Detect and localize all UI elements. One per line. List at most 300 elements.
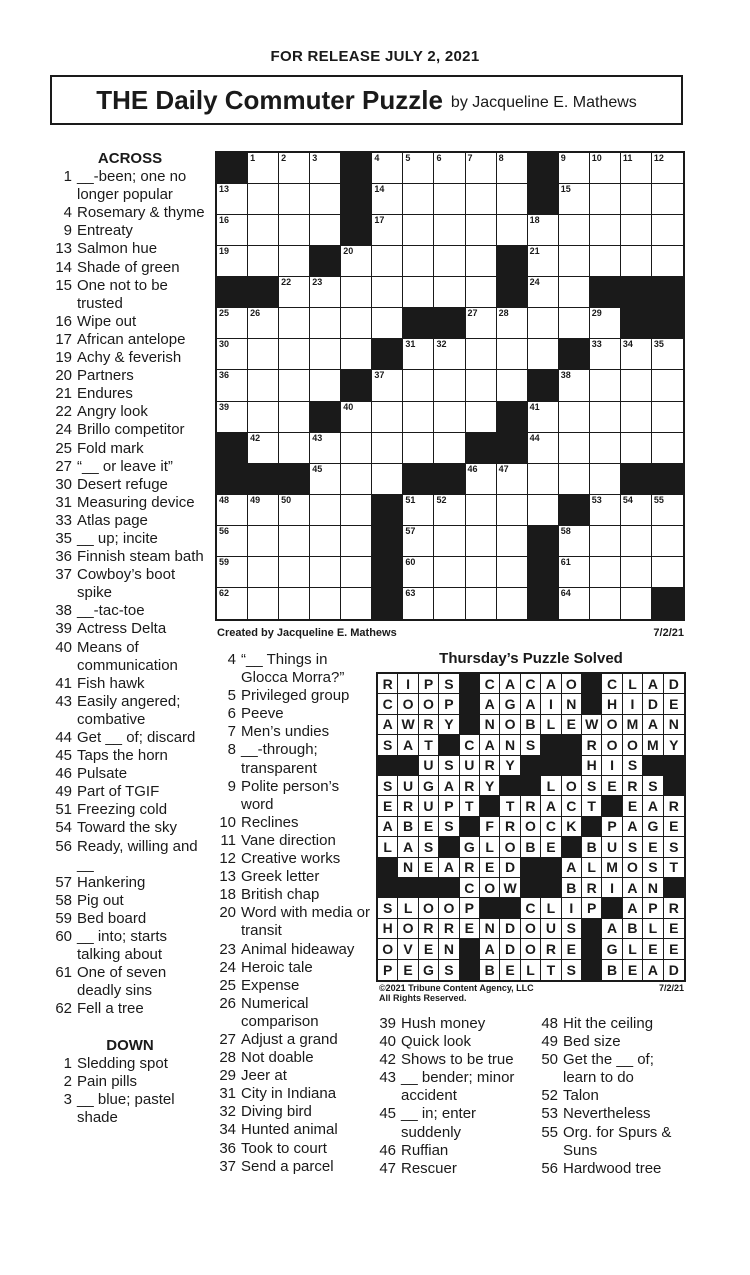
grid-black-square bbox=[341, 153, 372, 184]
grid-cell[interactable] bbox=[279, 370, 310, 401]
solution-letter: O bbox=[602, 715, 622, 735]
clue-number: 56 bbox=[55, 837, 72, 855]
grid-cell[interactable] bbox=[652, 215, 683, 246]
solution-letter: T bbox=[460, 796, 480, 816]
solution-letter: A bbox=[398, 735, 418, 755]
grid-cell[interactable] bbox=[341, 433, 372, 464]
grid-cell[interactable] bbox=[621, 588, 652, 619]
grid-cell[interactable] bbox=[434, 495, 465, 526]
copyright bbox=[379, 983, 534, 1003]
grid-cell[interactable] bbox=[590, 370, 621, 401]
clue-number: 43 bbox=[379, 1069, 396, 1087]
grid-cell[interactable] bbox=[341, 526, 372, 557]
clue-number: 14 bbox=[55, 258, 72, 276]
grid-cell[interactable] bbox=[590, 588, 621, 619]
grid-black-square bbox=[497, 277, 528, 308]
cell-number: 31 bbox=[405, 339, 416, 350]
solution-letter: C bbox=[541, 817, 561, 837]
grid-cell[interactable] bbox=[528, 277, 559, 308]
grid-cell[interactable] bbox=[652, 526, 683, 557]
grid-cell[interactable] bbox=[559, 402, 590, 433]
grid-cell[interactable] bbox=[403, 215, 434, 246]
clue-across-16 bbox=[50, 313, 210, 331]
solution-letter: O bbox=[623, 858, 643, 878]
grid-cell[interactable] bbox=[497, 464, 528, 495]
cell-number: 36 bbox=[219, 370, 230, 381]
grid-cell[interactable] bbox=[652, 402, 683, 433]
clue-number: 9 bbox=[63, 222, 72, 240]
solution-letter: L bbox=[623, 674, 643, 694]
grid-cell[interactable] bbox=[279, 277, 310, 308]
clue-across-49 bbox=[50, 783, 210, 801]
grid-cell[interactable] bbox=[434, 433, 465, 464]
grid-cell[interactable] bbox=[310, 433, 341, 464]
clue-number: 48 bbox=[541, 1015, 558, 1032]
grid-cell[interactable] bbox=[621, 339, 652, 370]
grid-cell[interactable] bbox=[248, 153, 279, 184]
grid-cell[interactable] bbox=[310, 370, 341, 401]
grid-cell[interactable] bbox=[466, 277, 497, 308]
clue-number: 32 bbox=[219, 1103, 236, 1121]
grid-cell[interactable] bbox=[217, 588, 248, 619]
grid-cell[interactable] bbox=[341, 339, 372, 370]
clue-down-56 bbox=[536, 1160, 686, 1178]
grid-black-square bbox=[466, 433, 497, 464]
grid-cell[interactable] bbox=[497, 370, 528, 401]
grid-cell[interactable] bbox=[434, 557, 465, 588]
grid-cell[interactable] bbox=[497, 308, 528, 339]
grid-cell[interactable] bbox=[434, 588, 465, 619]
grid-cell[interactable] bbox=[590, 464, 621, 495]
clue-across-9 bbox=[50, 222, 210, 240]
grid-cell[interactable] bbox=[310, 215, 341, 246]
grid-cell[interactable] bbox=[372, 433, 403, 464]
grid-cell[interactable] bbox=[403, 370, 434, 401]
grid-cell[interactable] bbox=[559, 557, 590, 588]
grid-cell[interactable] bbox=[621, 526, 652, 557]
clue-number: 62 bbox=[55, 1000, 72, 1018]
solution-letter: C bbox=[602, 674, 622, 694]
grid-cell[interactable] bbox=[310, 308, 341, 339]
grid-cell[interactable] bbox=[248, 246, 279, 277]
cell-number: 4 bbox=[374, 153, 380, 163]
solution-letter: S bbox=[562, 919, 582, 939]
solution-letter: O bbox=[623, 735, 643, 755]
grid-cell[interactable] bbox=[279, 433, 310, 464]
grid-cell[interactable] bbox=[217, 215, 248, 246]
grid-cell[interactable] bbox=[310, 153, 341, 184]
solution-letter: L bbox=[541, 715, 561, 735]
clue-down-39 bbox=[374, 1015, 534, 1033]
grid-cell[interactable] bbox=[621, 153, 652, 184]
grid-cell[interactable] bbox=[217, 246, 248, 277]
grid-cell[interactable] bbox=[652, 153, 683, 184]
grid-cell[interactable] bbox=[279, 557, 310, 588]
grid-cell[interactable] bbox=[621, 557, 652, 588]
grid-cell[interactable] bbox=[466, 464, 497, 495]
grid-cell[interactable] bbox=[559, 277, 590, 308]
cell-number: 54 bbox=[622, 494, 633, 505]
grid-cell[interactable] bbox=[497, 184, 528, 215]
cell-number: 20 bbox=[343, 246, 354, 257]
grid-cell[interactable] bbox=[248, 588, 279, 619]
clue-text: Hush money bbox=[401, 1015, 486, 1032]
grid-cell[interactable] bbox=[372, 308, 403, 339]
grid-cell[interactable] bbox=[341, 495, 372, 526]
clue-down-48 bbox=[536, 1015, 686, 1033]
grid-cell[interactable] bbox=[217, 184, 248, 215]
grid-cell[interactable] bbox=[559, 464, 590, 495]
clue-across-38 bbox=[50, 602, 210, 620]
grid-cell[interactable] bbox=[248, 526, 279, 557]
grid-black-square bbox=[559, 495, 590, 526]
grid-cell[interactable] bbox=[248, 339, 279, 370]
clue-number: 27 bbox=[219, 1030, 236, 1048]
grid-cell[interactable] bbox=[310, 526, 341, 557]
grid-cell[interactable] bbox=[466, 246, 497, 277]
grid-cell[interactable] bbox=[279, 402, 310, 433]
grid-cell[interactable] bbox=[279, 526, 310, 557]
grid-cell[interactable] bbox=[528, 464, 559, 495]
grid-cell[interactable] bbox=[497, 526, 528, 557]
grid-cell[interactable] bbox=[497, 557, 528, 588]
grid-cell[interactable] bbox=[403, 339, 434, 370]
clues-column-3 bbox=[374, 1015, 534, 1178]
grid-cell[interactable] bbox=[403, 526, 434, 557]
grid-cell[interactable] bbox=[497, 339, 528, 370]
grid-cell[interactable] bbox=[279, 588, 310, 619]
solution-letter: N bbox=[439, 939, 459, 959]
grid-cell[interactable] bbox=[279, 153, 310, 184]
grid-cell[interactable] bbox=[403, 495, 434, 526]
clue-down-1 bbox=[50, 1055, 210, 1073]
crossword-grid[interactable] bbox=[215, 151, 685, 621]
grid-cell[interactable] bbox=[279, 215, 310, 246]
grid-black-square bbox=[372, 588, 403, 619]
grid-cell[interactable] bbox=[559, 184, 590, 215]
grid-cell[interactable] bbox=[372, 153, 403, 184]
grid-cell[interactable] bbox=[372, 277, 403, 308]
grid-cell[interactable] bbox=[403, 277, 434, 308]
grid-cell[interactable] bbox=[466, 215, 497, 246]
grid-black-square bbox=[372, 557, 403, 588]
grid-cell[interactable] bbox=[403, 402, 434, 433]
grid-cell[interactable] bbox=[559, 215, 590, 246]
grid-cell[interactable] bbox=[466, 495, 497, 526]
grid-cell[interactable] bbox=[590, 184, 621, 215]
grid-cell[interactable] bbox=[310, 557, 341, 588]
clue-number: 41 bbox=[55, 674, 72, 692]
solution-letter: A bbox=[623, 898, 643, 918]
solved-puzzle-grid bbox=[376, 672, 686, 982]
grid-cell[interactable] bbox=[652, 433, 683, 464]
clue-down-47 bbox=[374, 1160, 534, 1178]
clue-text: Entreaty bbox=[77, 222, 133, 240]
grid-cell[interactable] bbox=[621, 495, 652, 526]
solution-letter: D bbox=[664, 960, 684, 980]
clue-down-46 bbox=[374, 1142, 534, 1160]
grid-cell[interactable] bbox=[372, 215, 403, 246]
clue-number: 51 bbox=[55, 801, 72, 819]
grid-cell[interactable] bbox=[248, 370, 279, 401]
grid-cell[interactable] bbox=[559, 433, 590, 464]
clue-across-27 bbox=[50, 458, 210, 476]
clue-text: Part of TGIF bbox=[77, 783, 160, 801]
grid-cell[interactable] bbox=[590, 246, 621, 277]
clue-text: Peeve bbox=[241, 705, 284, 723]
grid-cell[interactable] bbox=[590, 153, 621, 184]
solution-letter: E bbox=[623, 796, 643, 816]
solution-letter: N bbox=[664, 715, 684, 735]
grid-cell[interactable] bbox=[466, 526, 497, 557]
grid-cell[interactable] bbox=[341, 464, 372, 495]
grid-cell[interactable] bbox=[652, 495, 683, 526]
grid-cell[interactable] bbox=[621, 215, 652, 246]
grid-black-square bbox=[341, 184, 372, 215]
clue-text: Salmon hue bbox=[77, 240, 158, 258]
clue-text: __ bender; minor accident bbox=[401, 1069, 515, 1105]
grid-cell[interactable] bbox=[528, 402, 559, 433]
solution-letter: R bbox=[398, 796, 418, 816]
grid-cell[interactable] bbox=[528, 433, 559, 464]
clue-down-26 bbox=[214, 995, 374, 1031]
grid-cell[interactable] bbox=[559, 308, 590, 339]
grid-cell[interactable] bbox=[528, 495, 559, 526]
rights-line: All Rights Reserved. bbox=[379, 993, 467, 1003]
grid-cell[interactable] bbox=[559, 153, 590, 184]
grid-cell[interactable] bbox=[279, 246, 310, 277]
clue-text: Angry look bbox=[77, 403, 148, 421]
clue-number: 11 bbox=[220, 831, 236, 849]
grid-cell[interactable] bbox=[310, 588, 341, 619]
grid-cell[interactable] bbox=[434, 153, 465, 184]
grid-cell[interactable] bbox=[372, 402, 403, 433]
grid-cell[interactable] bbox=[590, 308, 621, 339]
grid-cell[interactable] bbox=[590, 557, 621, 588]
grid-cell[interactable] bbox=[621, 402, 652, 433]
grid-cell[interactable] bbox=[590, 495, 621, 526]
grid-cell[interactable] bbox=[279, 339, 310, 370]
grid-cell[interactable] bbox=[434, 215, 465, 246]
grid-cell[interactable] bbox=[559, 526, 590, 557]
grid-cell[interactable] bbox=[559, 588, 590, 619]
grid-cell[interactable] bbox=[279, 184, 310, 215]
grid-cell[interactable] bbox=[590, 339, 621, 370]
grid-cell[interactable] bbox=[341, 402, 372, 433]
clue-text: Shade of green bbox=[77, 258, 180, 276]
clue-number: 56 bbox=[541, 1159, 558, 1177]
solution-letter: O bbox=[562, 674, 582, 694]
solution-black-square bbox=[439, 837, 459, 857]
solution-letter: I bbox=[602, 878, 622, 898]
grid-cell[interactable] bbox=[466, 153, 497, 184]
grid-cell[interactable] bbox=[652, 370, 683, 401]
grid-cell[interactable] bbox=[403, 588, 434, 619]
cell-number: 23 bbox=[312, 277, 323, 288]
cell-number: 46 bbox=[467, 463, 478, 474]
solution-letter: T bbox=[664, 858, 684, 878]
grid-cell[interactable] bbox=[217, 495, 248, 526]
solution-letter: S bbox=[439, 756, 459, 776]
grid-cell[interactable] bbox=[310, 495, 341, 526]
grid-cell[interactable] bbox=[652, 246, 683, 277]
clue-across-22 bbox=[50, 403, 210, 421]
clue-number: 27 bbox=[55, 457, 72, 475]
grid-cell[interactable] bbox=[559, 370, 590, 401]
grid-cell[interactable] bbox=[466, 557, 497, 588]
grid-cell[interactable] bbox=[590, 402, 621, 433]
down-clue-list-2 bbox=[214, 651, 374, 1176]
clue-text: Took to court bbox=[241, 1139, 327, 1157]
clue-number: 25 bbox=[219, 976, 236, 994]
solution-letter: E bbox=[602, 776, 622, 796]
clue-number: 9 bbox=[227, 777, 236, 795]
grid-black-square bbox=[310, 246, 341, 277]
grid-cell[interactable] bbox=[217, 339, 248, 370]
grid-cell[interactable] bbox=[248, 402, 279, 433]
grid-cell[interactable] bbox=[310, 339, 341, 370]
grid-cell[interactable] bbox=[466, 402, 497, 433]
grid-cell[interactable] bbox=[528, 339, 559, 370]
grid-cell[interactable] bbox=[621, 246, 652, 277]
grid-cell[interactable] bbox=[466, 588, 497, 619]
solution-letter: B bbox=[480, 960, 500, 980]
clue-text: Animal hideaway bbox=[241, 940, 355, 958]
grid-cell[interactable] bbox=[434, 370, 465, 401]
grid-cell[interactable] bbox=[279, 495, 310, 526]
grid-cell[interactable] bbox=[559, 246, 590, 277]
clue-number: 46 bbox=[379, 1141, 396, 1159]
grid-cell[interactable] bbox=[217, 557, 248, 588]
grid-cell[interactable] bbox=[621, 370, 652, 401]
grid-cell[interactable] bbox=[497, 495, 528, 526]
grid-cell[interactable] bbox=[217, 308, 248, 339]
grid-cell[interactable] bbox=[372, 464, 403, 495]
clue-number: 20 bbox=[55, 367, 72, 385]
grid-cell[interactable] bbox=[341, 557, 372, 588]
grid-cell[interactable] bbox=[403, 433, 434, 464]
clue-text: Easily angered; combative bbox=[77, 692, 181, 728]
grid-cell[interactable] bbox=[248, 184, 279, 215]
cell-number: 13 bbox=[219, 184, 230, 195]
grid-cell[interactable] bbox=[372, 184, 403, 215]
clue-across-36 bbox=[50, 548, 210, 566]
solution-letter: E bbox=[398, 960, 418, 980]
grid-cell[interactable] bbox=[372, 246, 403, 277]
clue-text: Word with media or transit bbox=[241, 904, 370, 940]
grid-cell[interactable] bbox=[590, 526, 621, 557]
grid-cell[interactable] bbox=[217, 402, 248, 433]
grid-cell[interactable] bbox=[248, 308, 279, 339]
grid-cell[interactable] bbox=[310, 184, 341, 215]
clue-down-53 bbox=[536, 1105, 686, 1123]
grid-cell[interactable] bbox=[652, 184, 683, 215]
clue-text: Wipe out bbox=[77, 312, 137, 330]
grid-cell[interactable] bbox=[248, 433, 279, 464]
grid-cell[interactable] bbox=[403, 153, 434, 184]
cell-number: 10 bbox=[591, 153, 602, 163]
grid-cell[interactable] bbox=[621, 433, 652, 464]
grid-cell[interactable] bbox=[403, 246, 434, 277]
grid-cell[interactable] bbox=[652, 339, 683, 370]
clue-number: 42 bbox=[379, 1051, 396, 1069]
grid-cell[interactable] bbox=[466, 184, 497, 215]
solution-letter: D bbox=[500, 939, 520, 959]
grid-cell[interactable] bbox=[341, 308, 372, 339]
grid-cell[interactable] bbox=[590, 433, 621, 464]
grid-cell[interactable] bbox=[434, 402, 465, 433]
clue-text: Org. for Spurs & Suns bbox=[563, 1123, 672, 1159]
clue-down-23 bbox=[214, 941, 374, 959]
grid-cell[interactable] bbox=[248, 495, 279, 526]
grid-cell[interactable] bbox=[341, 277, 372, 308]
solution-letter: A bbox=[500, 674, 520, 694]
grid-cell[interactable] bbox=[652, 557, 683, 588]
grid-cell[interactable] bbox=[248, 215, 279, 246]
grid-cell[interactable] bbox=[621, 184, 652, 215]
grid-cell[interactable] bbox=[434, 339, 465, 370]
grid-cell[interactable] bbox=[434, 184, 465, 215]
solution-letter: E bbox=[643, 837, 663, 857]
grid-cell[interactable] bbox=[466, 339, 497, 370]
cell-number: 15 bbox=[560, 184, 571, 195]
solution-letter: M bbox=[602, 858, 622, 878]
solution-letter: A bbox=[378, 817, 398, 837]
grid-cell[interactable] bbox=[310, 464, 341, 495]
clue-number: 7 bbox=[227, 723, 236, 741]
grid-cell[interactable] bbox=[248, 557, 279, 588]
grid-cell[interactable] bbox=[466, 308, 497, 339]
grid-cell[interactable] bbox=[341, 246, 372, 277]
grid-cell[interactable] bbox=[341, 588, 372, 619]
grid-cell[interactable] bbox=[528, 308, 559, 339]
grid-cell[interactable] bbox=[497, 588, 528, 619]
clue-text: Get the __ of; learn to do bbox=[563, 1051, 654, 1087]
solution-letter: O bbox=[419, 898, 439, 918]
grid-cell[interactable] bbox=[434, 277, 465, 308]
clue-number: 35 bbox=[55, 529, 72, 547]
clue-text: British chap bbox=[241, 886, 320, 904]
grid-cell[interactable] bbox=[497, 215, 528, 246]
grid-cell[interactable] bbox=[372, 370, 403, 401]
solution-black-square bbox=[541, 878, 561, 898]
clue-number: 22 bbox=[55, 403, 72, 421]
clue-down-55 bbox=[536, 1124, 686, 1160]
grid-cell[interactable] bbox=[497, 153, 528, 184]
byline: by Jacqueline E. Mathews bbox=[450, 94, 637, 111]
clue-text: Not doable bbox=[241, 1049, 314, 1067]
grid-cell[interactable] bbox=[434, 246, 465, 277]
grid-cell[interactable] bbox=[279, 308, 310, 339]
clue-across-62 bbox=[50, 1000, 210, 1018]
grid-cell[interactable] bbox=[217, 370, 248, 401]
grid-cell[interactable] bbox=[217, 526, 248, 557]
grid-cell[interactable] bbox=[310, 277, 341, 308]
clue-across-17 bbox=[50, 331, 210, 349]
grid-cell[interactable] bbox=[403, 184, 434, 215]
grid-cell[interactable] bbox=[528, 215, 559, 246]
cell-number: 44 bbox=[529, 432, 540, 443]
grid-cell[interactable] bbox=[466, 370, 497, 401]
solution-letter: O bbox=[398, 694, 418, 714]
clue-text: Achy & feverish bbox=[77, 349, 182, 367]
solution-black-square bbox=[643, 756, 663, 776]
grid-cell[interactable] bbox=[590, 215, 621, 246]
grid-cell[interactable] bbox=[528, 246, 559, 277]
cell-number: 30 bbox=[219, 339, 230, 350]
grid-cell[interactable] bbox=[434, 526, 465, 557]
grid-cell[interactable] bbox=[403, 557, 434, 588]
